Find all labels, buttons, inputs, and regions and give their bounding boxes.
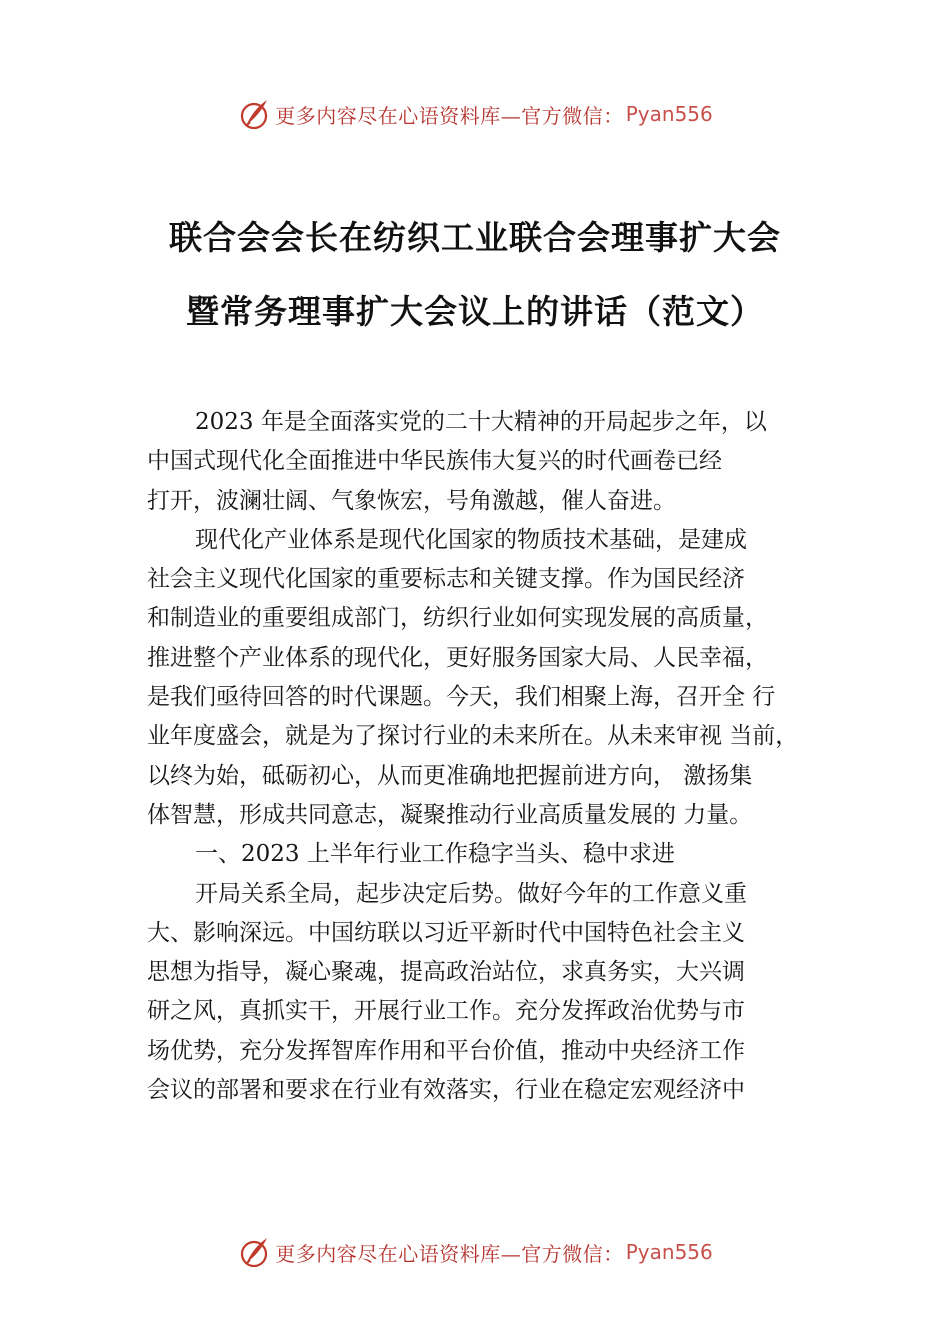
watermark-contact: Pyan556 xyxy=(625,102,713,126)
text-line: 现代化产业体系是现代化国家的物质技术基础，是建成 xyxy=(195,526,747,553)
text-line: 开局关系全局，起步决定后势。做好今年的工作意义重 xyxy=(195,880,747,907)
text-line: 以终为始，砥砺初心，从而更准确地把握前进方向， 激扬集 xyxy=(147,762,753,789)
text-line: 中国式现代化全面推进中华民族伟大复兴的时代画卷已经 xyxy=(147,448,722,475)
text-line: 研之风，真抓实干，开展行业工作。充分发挥政治优势与市 xyxy=(147,998,745,1025)
text-line: 体智慧，形成共同意志，凝聚推动行业高质量发展的 力量。 xyxy=(147,801,753,828)
watermark-contact: Pyan556 xyxy=(625,1240,713,1264)
section-heading: 一、2023 上半年行业工作稳字当头、稳中求进 xyxy=(195,841,675,868)
text-line: 大、影响深远。中国纺联以习近平新时代中国特色社会主义 xyxy=(147,919,745,946)
watermark-banner-bottom xyxy=(0,1232,950,1272)
text-line: 和制造业的重要组成部门，纺织行业如何实现发展的高质量， xyxy=(147,605,768,632)
watermark-text: 更多内容尽在心语资料库—官方微信： xyxy=(275,1241,624,1266)
document-body xyxy=(147,403,847,1110)
quill-pen-icon xyxy=(237,97,271,131)
document-title-line-1: 联合会会长在纺织工业联合会理事扩大会 xyxy=(169,218,781,257)
watermark-text: 更多内容尽在心语资料库—官方微信： xyxy=(275,103,624,128)
text-line: 社会主义现代化国家的重要标志和关键支撑。作为国民经济 xyxy=(147,566,745,593)
text-line: 2023 年是全面落实党的二十大精神的开局起步之年，以 xyxy=(195,409,767,435)
text-line: 场优势，充分发挥智库作用和平台价值，推动中央经济工作 xyxy=(147,1037,745,1064)
text-line: 是我们亟待回答的时代课题。今天，我们相聚上海，召开全 行 xyxy=(147,684,776,711)
text-line: 打开，波澜壮阔、气象恢宏，号角激越，催人奋进。 xyxy=(147,487,676,514)
text-line: 思想为指导，凝心聚魂，提高政治站位，求真务实，大兴调 xyxy=(147,959,745,986)
text-line: 业年度盛会，就是为了探讨行业的未来所在。从未来审视 当前， xyxy=(147,723,799,750)
text-line: 会议的部署和要求在行业有效落实，行业在稳定宏观经济中 xyxy=(147,1077,745,1104)
watermark-banner-top xyxy=(0,94,950,134)
text-line: 推进整个产业体系的现代化，更好服务国家大局、人民幸福， xyxy=(147,644,768,671)
quill-pen-icon xyxy=(237,1235,271,1269)
document-title-line-2: 暨常务理事扩大会议上的讲话（范文） xyxy=(186,292,764,331)
